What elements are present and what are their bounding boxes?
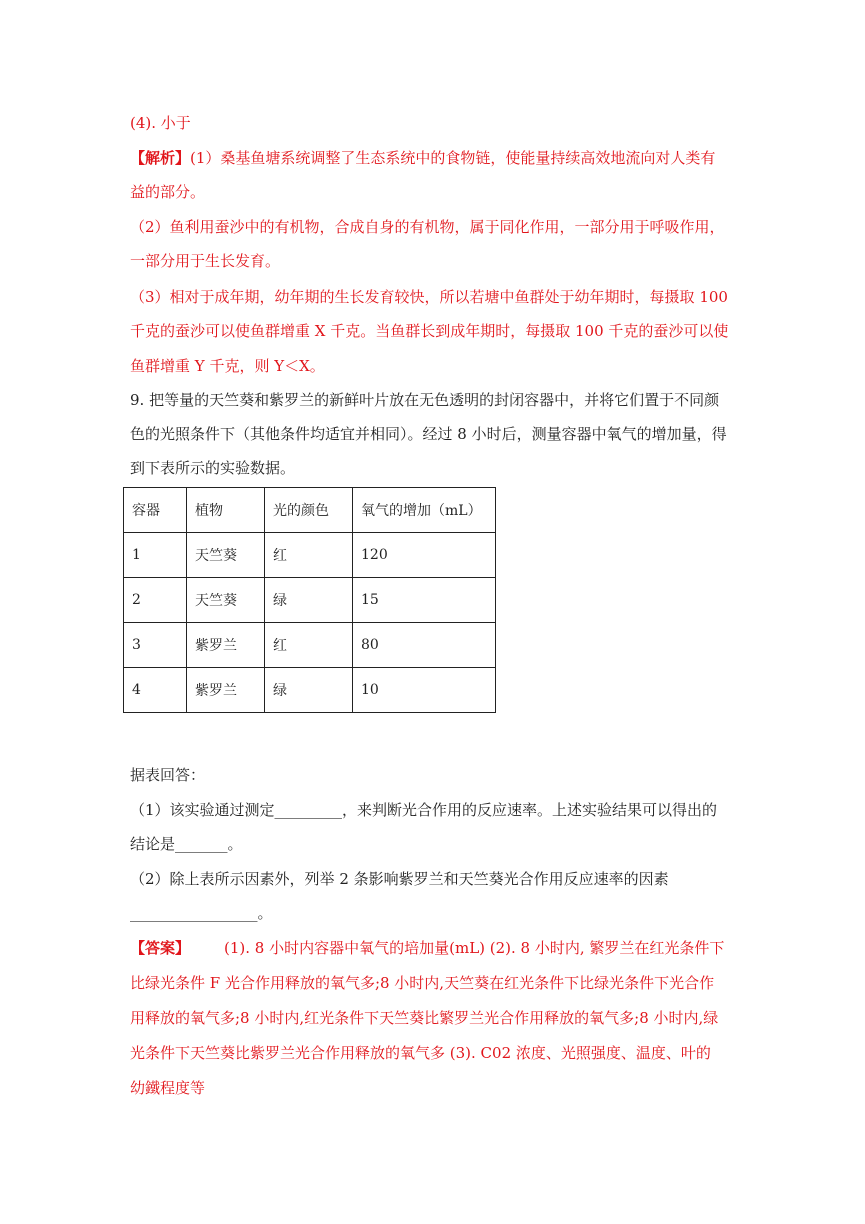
table-header-cell: 容器 — [124, 488, 187, 533]
analysis-text: (1）桑基鱼塘系统调整了生态系统中的食物链，使能量持续高效地流向对人类有 — [190, 149, 716, 167]
table-cell: 天竺葵 — [187, 578, 265, 623]
table-cell: 紫罗兰 — [187, 668, 265, 713]
sub-question: （2）除上表所示因素外，列举 2 条影响紫罗兰和天竺葵光合作用反应速率的因素 — [130, 870, 669, 888]
answer-prompt: 据表回答： — [130, 766, 206, 784]
table-cell: 4 — [124, 668, 187, 713]
table-row — [124, 668, 496, 713]
answer-line: 用释放的氧气多;8 小时内,红光条件下天竺葵比繁罗兰光合作用释放的氧气多;8 小时内,绿 — [130, 1009, 719, 1027]
analysis-line: 千克的蚕沙可以使鱼群增重 X 千克。当鱼群长到成年期时，每摄取 100 千克的蚕沙可以使 — [130, 322, 729, 340]
table-cell: 15 — [353, 578, 496, 623]
analysis-tag: 【解析】 — [130, 149, 191, 167]
answer-item-4: (4). 小于 — [130, 114, 191, 132]
analysis-line: （3）相对于成年期，幼年期的生长发育较快，所以若塘中鱼群处于幼年期时，每摄取 100 — [130, 288, 728, 306]
table-cell: 1 — [124, 533, 187, 578]
analysis-line — [130, 148, 740, 168]
sub-question: 结论是_______。 — [130, 835, 243, 853]
answer-line — [130, 938, 740, 958]
answer-text: (1). 8 小时内容器中氧气的培加量(mL) (2). 8 小时内, 繁罗兰在红光条件下 — [224, 939, 725, 957]
table-cell: 天竺葵 — [187, 533, 265, 578]
table-cell: 绿 — [265, 578, 353, 623]
table-cell: 3 — [124, 623, 187, 668]
table-row — [124, 533, 496, 578]
answer-line: 光条件下天竺葵比紫罗兰光合作用释放的氧气多 (3). C02 浓度、光照强度、温度、叶的 — [130, 1044, 711, 1062]
analysis-line: 益的部分。 — [130, 183, 206, 201]
table-cell: 80 — [353, 623, 496, 668]
table-cell: 2 — [124, 578, 187, 623]
answer-line: 比绿光条件 F 光合作用释放的氧气多;8 小时内,天竺葵在红光条件下比绿光条件下光合作 — [130, 974, 715, 992]
table-row — [124, 578, 496, 623]
table-header-cell: 植物 — [187, 488, 265, 533]
question-stem: 色的光照条件下（其他条件均适宜并相同）。经过 8 小时后，测量容器中氧气的增加量，得 — [130, 425, 727, 443]
table-row — [124, 623, 496, 668]
table-cell: 紫罗兰 — [187, 623, 265, 668]
analysis-line: （2）鱼利用蚕沙中的有机物，合成自身的有机物，属于同化作用，一部分用于呼吸作用， — [130, 218, 725, 236]
analysis-line: 一部分用于生长发育。 — [130, 252, 281, 270]
sub-question: （1）该实验通过测定_________，来判断光合作用的反应速率。上述实验结果可以得出的 — [130, 801, 718, 819]
answer-line: 幼鐵程度等 — [130, 1079, 206, 1097]
table-cell: 红 — [265, 623, 353, 668]
table-header-cell: 氧气的增加（mL） — [353, 488, 496, 533]
table-cell: 绿 — [265, 668, 353, 713]
table-header-cell: 光的颜色 — [265, 488, 353, 533]
table-header-row — [124, 488, 496, 533]
table-cell: 10 — [353, 668, 496, 713]
question-stem: 到下表所示的实验数据。 — [130, 459, 296, 477]
sub-question: _________________。 — [130, 904, 273, 922]
question-stem: 9. 把等量的天竺葵和紫罗兰的新鲜叶片放在无色透明的封闭容器中，并将它们置于不同颜 — [130, 391, 720, 409]
table-cell: 红 — [265, 533, 353, 578]
data-table — [123, 487, 496, 713]
table-cell: 120 — [353, 533, 496, 578]
answer-tag: 【答案】 — [130, 939, 191, 957]
analysis-line: 鱼群增重 Y 千克，则 Y＜X。 — [130, 357, 325, 375]
